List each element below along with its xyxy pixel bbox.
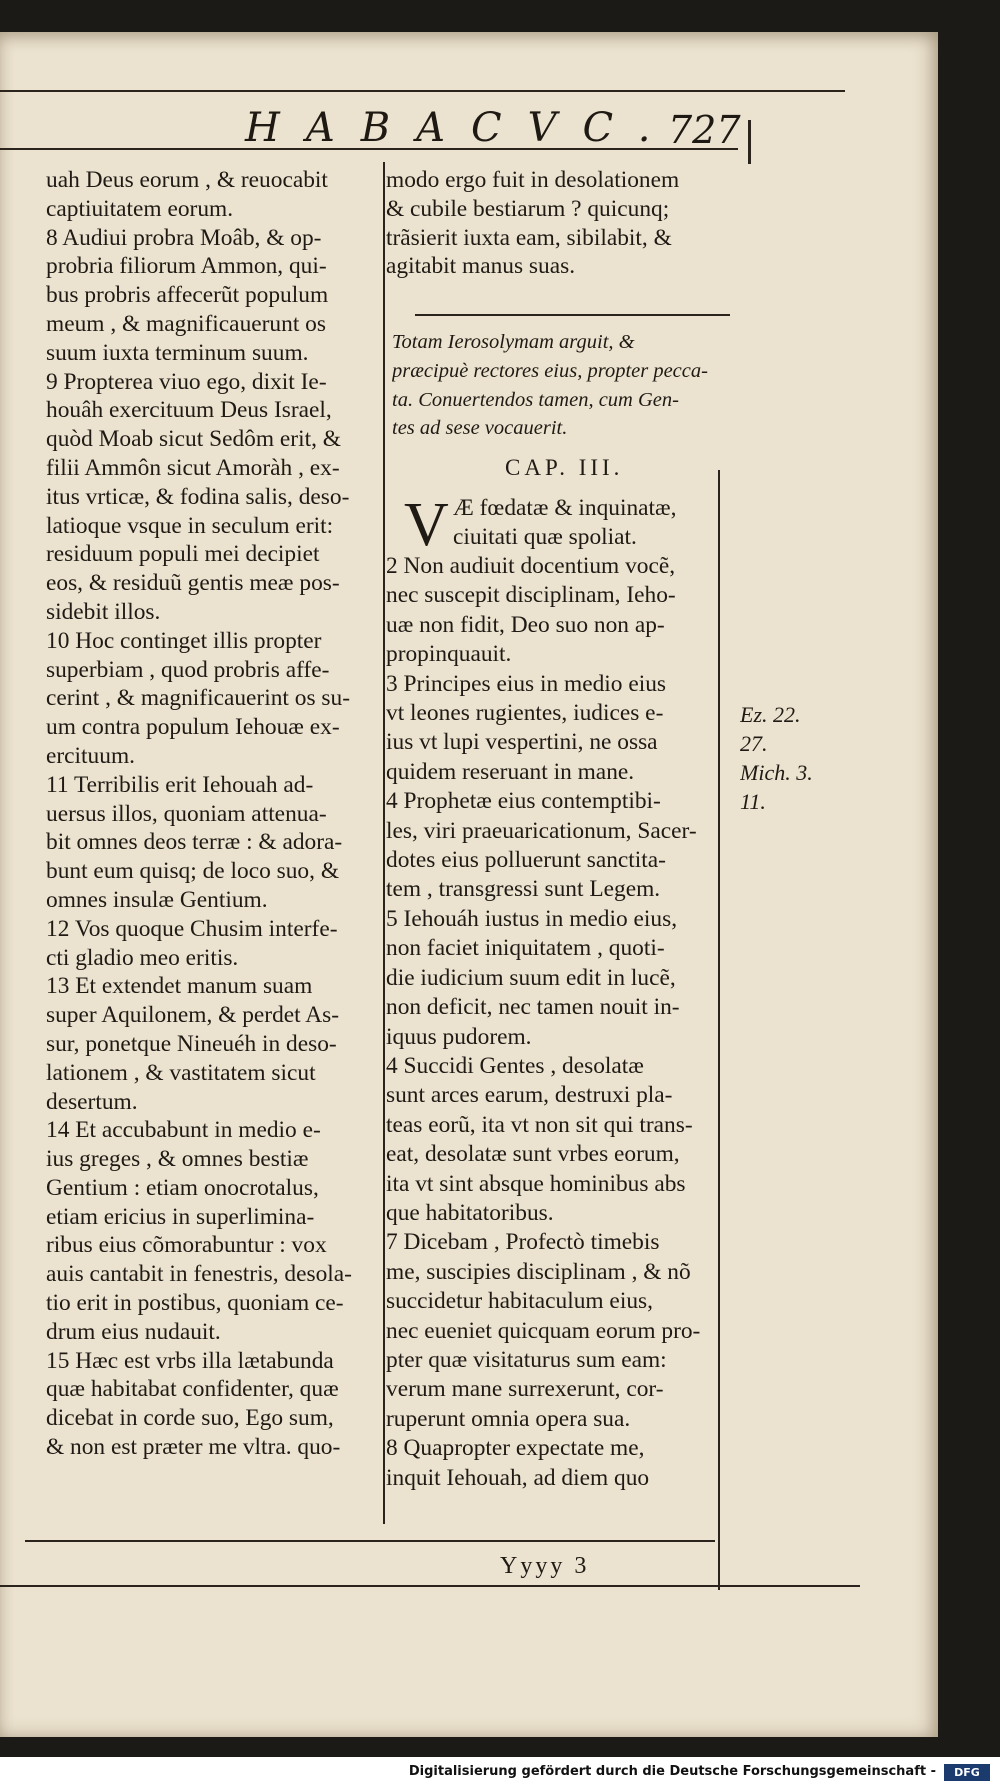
text-line: 7 Dicebam , Profectò timebis	[386, 1229, 660, 1256]
text-line: 12 Vos quoque Chusim interfe-	[46, 915, 338, 942]
text-line: teas eorũ, ita vt non sit qui trans-	[386, 1111, 693, 1138]
text-line: 8 Audiui probra Moâb, & op-	[46, 224, 322, 251]
right-column-body	[386, 552, 720, 1493]
text-line: drum eius nudauit.	[46, 1318, 221, 1345]
text-line: nec suscepit disciplinam, Ieho-	[386, 582, 676, 609]
text-line: 9 Propterea viuo ego, dixit Ie-	[46, 368, 327, 395]
text-line: 10 Hoc continget illis propter	[46, 627, 322, 654]
text-line: & cubile bestiarum ? quicunq;	[386, 195, 670, 222]
text-line: itus vrticæ, & fodina salis, deso-	[46, 483, 350, 510]
text-line: ercituum.	[46, 742, 135, 769]
text-line: inquit Iehouah, ad diem quo	[386, 1464, 650, 1491]
text-line: bit omnes deos terræ : & adora-	[46, 829, 343, 856]
text-line: agitabit manus suas.	[386, 253, 576, 280]
text-line: me, suscipies disciplinam , & nõ	[386, 1258, 691, 1285]
summary-line: ta. Conuertendos tamen, cum Gen-	[392, 388, 679, 411]
text-line: omnes insulæ Gentium.	[46, 886, 268, 913]
signature-mark: Yyyy 3	[500, 1553, 590, 1579]
text-line: 2 Non audiuit docentium vocẽ,	[386, 553, 676, 579]
text-line: que habitatoribus.	[386, 1199, 554, 1226]
text-line: nec eueniet quicquam eorum pro-	[386, 1317, 701, 1344]
text-line: ribus eius cõmorabuntur : vox	[46, 1232, 327, 1259]
text-line: die iudicium suum edit in lucẽ,	[386, 964, 676, 991]
text-line: bunt eum quisq; de loco suo, &	[46, 858, 340, 885]
text-line: latioque vsque in seculum erit:	[46, 512, 334, 539]
dfg-logo: DFG	[944, 1764, 990, 1781]
text-line: iquus pudorem.	[386, 1023, 532, 1050]
chapter-first-lines	[453, 494, 733, 552]
text-line: 13 Et extendet manum suam	[46, 973, 313, 1000]
column-divider	[383, 162, 385, 1524]
left-column	[46, 166, 382, 1462]
text-line: ius vt lupi vespertini, ne ossa	[386, 729, 658, 756]
text-line: uah Deus eorum , & reuocabit	[46, 167, 328, 193]
text-line: propinquauit.	[386, 641, 512, 668]
text-line: dotes eius polluerunt sanctita-	[386, 847, 666, 874]
text-line: uæ non fidit, Deo suo non ap-	[386, 611, 665, 638]
header-rule-top	[0, 90, 845, 92]
text-line: meum , & magnificauerunt os	[46, 310, 326, 337]
text-line: ius greges , & omnes bestiæ	[46, 1146, 309, 1173]
text-line: dicebat in corde suo, Ego sum,	[46, 1405, 334, 1432]
footer-rule	[25, 1540, 715, 1542]
text-line: probria filiorum Ammon, qui-	[46, 253, 327, 280]
text-line: les, viri praeuaricationum, Sacer-	[386, 817, 697, 844]
drop-cap: V	[404, 491, 449, 559]
text-line: captiuitatem eorum.	[46, 195, 234, 222]
text-line: residuum populi mei decipiet	[46, 541, 320, 568]
page-bottom-rule	[0, 1585, 860, 1587]
text-line: auis cantabit in fenestris, desola-	[46, 1261, 352, 1288]
text-line: non deficit, nec tamen nouit in-	[386, 994, 680, 1021]
text-line: uersus illos, quoniam attenua-	[46, 800, 327, 827]
text-line: eat, desolatæ sunt vrbes eorum,	[386, 1141, 680, 1168]
text-line: quæ habitabat confidenter, quæ	[46, 1376, 339, 1403]
text-line: 4 Prophetæ eius contemptibi-	[386, 788, 661, 815]
text-line: quidem reseruant in mane.	[386, 758, 635, 785]
text-line: desertum.	[46, 1088, 138, 1115]
summary-line: tes ad sese vocauerit.	[392, 417, 568, 440]
text-line: ciuitati quæ spoliat.	[453, 524, 637, 550]
text-line: 8 Quapropter expectate me,	[386, 1435, 645, 1462]
section-rule	[415, 314, 730, 316]
text-line: ruperunt omnia opera sua.	[386, 1405, 631, 1432]
text-line: bus probris affecerũt populum	[46, 282, 329, 309]
chapter-heading: CAP. III.	[505, 455, 624, 480]
text-line: tem , transgressi sunt Legem.	[386, 876, 661, 903]
text-line: sur, ponetque Nineuéh in deso-	[46, 1030, 337, 1057]
margin-note-line: Ez. 22.	[740, 702, 801, 727]
text-line: 15 Hæc est vrbs illa lætabunda	[46, 1347, 334, 1374]
margin-note-line: 27.	[740, 731, 768, 756]
text-line: modo ergo fuit in desolationem	[386, 167, 680, 193]
text-line: 11 Terribilis erit Iehouah ad-	[46, 771, 314, 798]
text-line: quòd Moab sicut Sedôm erit, &	[46, 426, 341, 453]
text-line: etiam ericius in superlimina-	[46, 1203, 315, 1230]
margin-note-line: Mich. 3.	[740, 760, 813, 785]
text-line: cti gladio meo eritis.	[46, 944, 239, 971]
text-line: eos, & residuũ gentis meæ pos-	[46, 570, 340, 597]
text-line: tio erit in postibus, quoniam ce-	[46, 1290, 344, 1317]
digitization-credit: Digitalisierung gefördert durch die Deutsche Forschungsgemeinschaft -	[408, 1764, 936, 1779]
text-line: verum mane surrexerunt, cor-	[386, 1376, 664, 1403]
text-line: suum iuxta terminum suum.	[46, 339, 309, 366]
chapter-summary	[392, 328, 728, 443]
text-line: non faciet iniquitatem , quoti-	[386, 935, 665, 962]
text-line: super Aquilonem, & perdet As-	[46, 1002, 339, 1029]
summary-line: Totam Ierosolymam arguit, &	[392, 331, 635, 353]
running-head: HABACVC.	[245, 105, 677, 151]
text-line: pter quæ visitaturus sum eam:	[386, 1346, 667, 1373]
text-line: 4 Succidi Gentes , desolatæ	[386, 1052, 644, 1079]
text-line: 5 Iehouáh iustus in medio eius,	[386, 905, 678, 932]
text-line: vt leones rugientes, iudices e-	[386, 700, 664, 727]
text-line: & non est præter me vltra. quo-	[46, 1434, 341, 1461]
text-line: lationem , & vastitatem sicut	[46, 1059, 316, 1086]
margin-note-line: 11.	[740, 789, 766, 814]
text-line: um contra populum Iehouæ ex-	[46, 714, 340, 741]
summary-line: præcipuè rectores eius, propter pecca-	[392, 359, 708, 382]
page-number: 727	[668, 108, 741, 152]
text-line: superbiam , quod probris affe-	[46, 656, 330, 683]
text-line: sunt arces earum, destruxi pla-	[386, 1082, 673, 1109]
text-line: 14 Et accubabunt in medio e-	[46, 1117, 321, 1144]
text-line: houâh exercituum Deus Israel,	[46, 397, 332, 424]
text-line: cerint , & magnificauerint os su-	[46, 685, 350, 712]
text-line: sidebit illos.	[46, 598, 161, 625]
text-line: Æ fœdatæ & inquinatæ,	[453, 495, 677, 521]
text-line: trãsierit iuxta eam, sibilabit, &	[386, 224, 672, 251]
margin-reference	[740, 700, 813, 816]
right-column-top	[386, 166, 720, 281]
text-line: succidetur habitaculum eius,	[386, 1288, 653, 1315]
text-line: filii Ammôn sicut Amoràh , ex-	[46, 454, 340, 481]
header-right-bar	[748, 120, 751, 164]
text-line: Gentium : etiam onocrotalus,	[46, 1174, 319, 1201]
text-line: 3 Principes eius in medio eius	[386, 670, 667, 697]
text-line: ita vt sint absque hominibus abs	[386, 1170, 686, 1197]
